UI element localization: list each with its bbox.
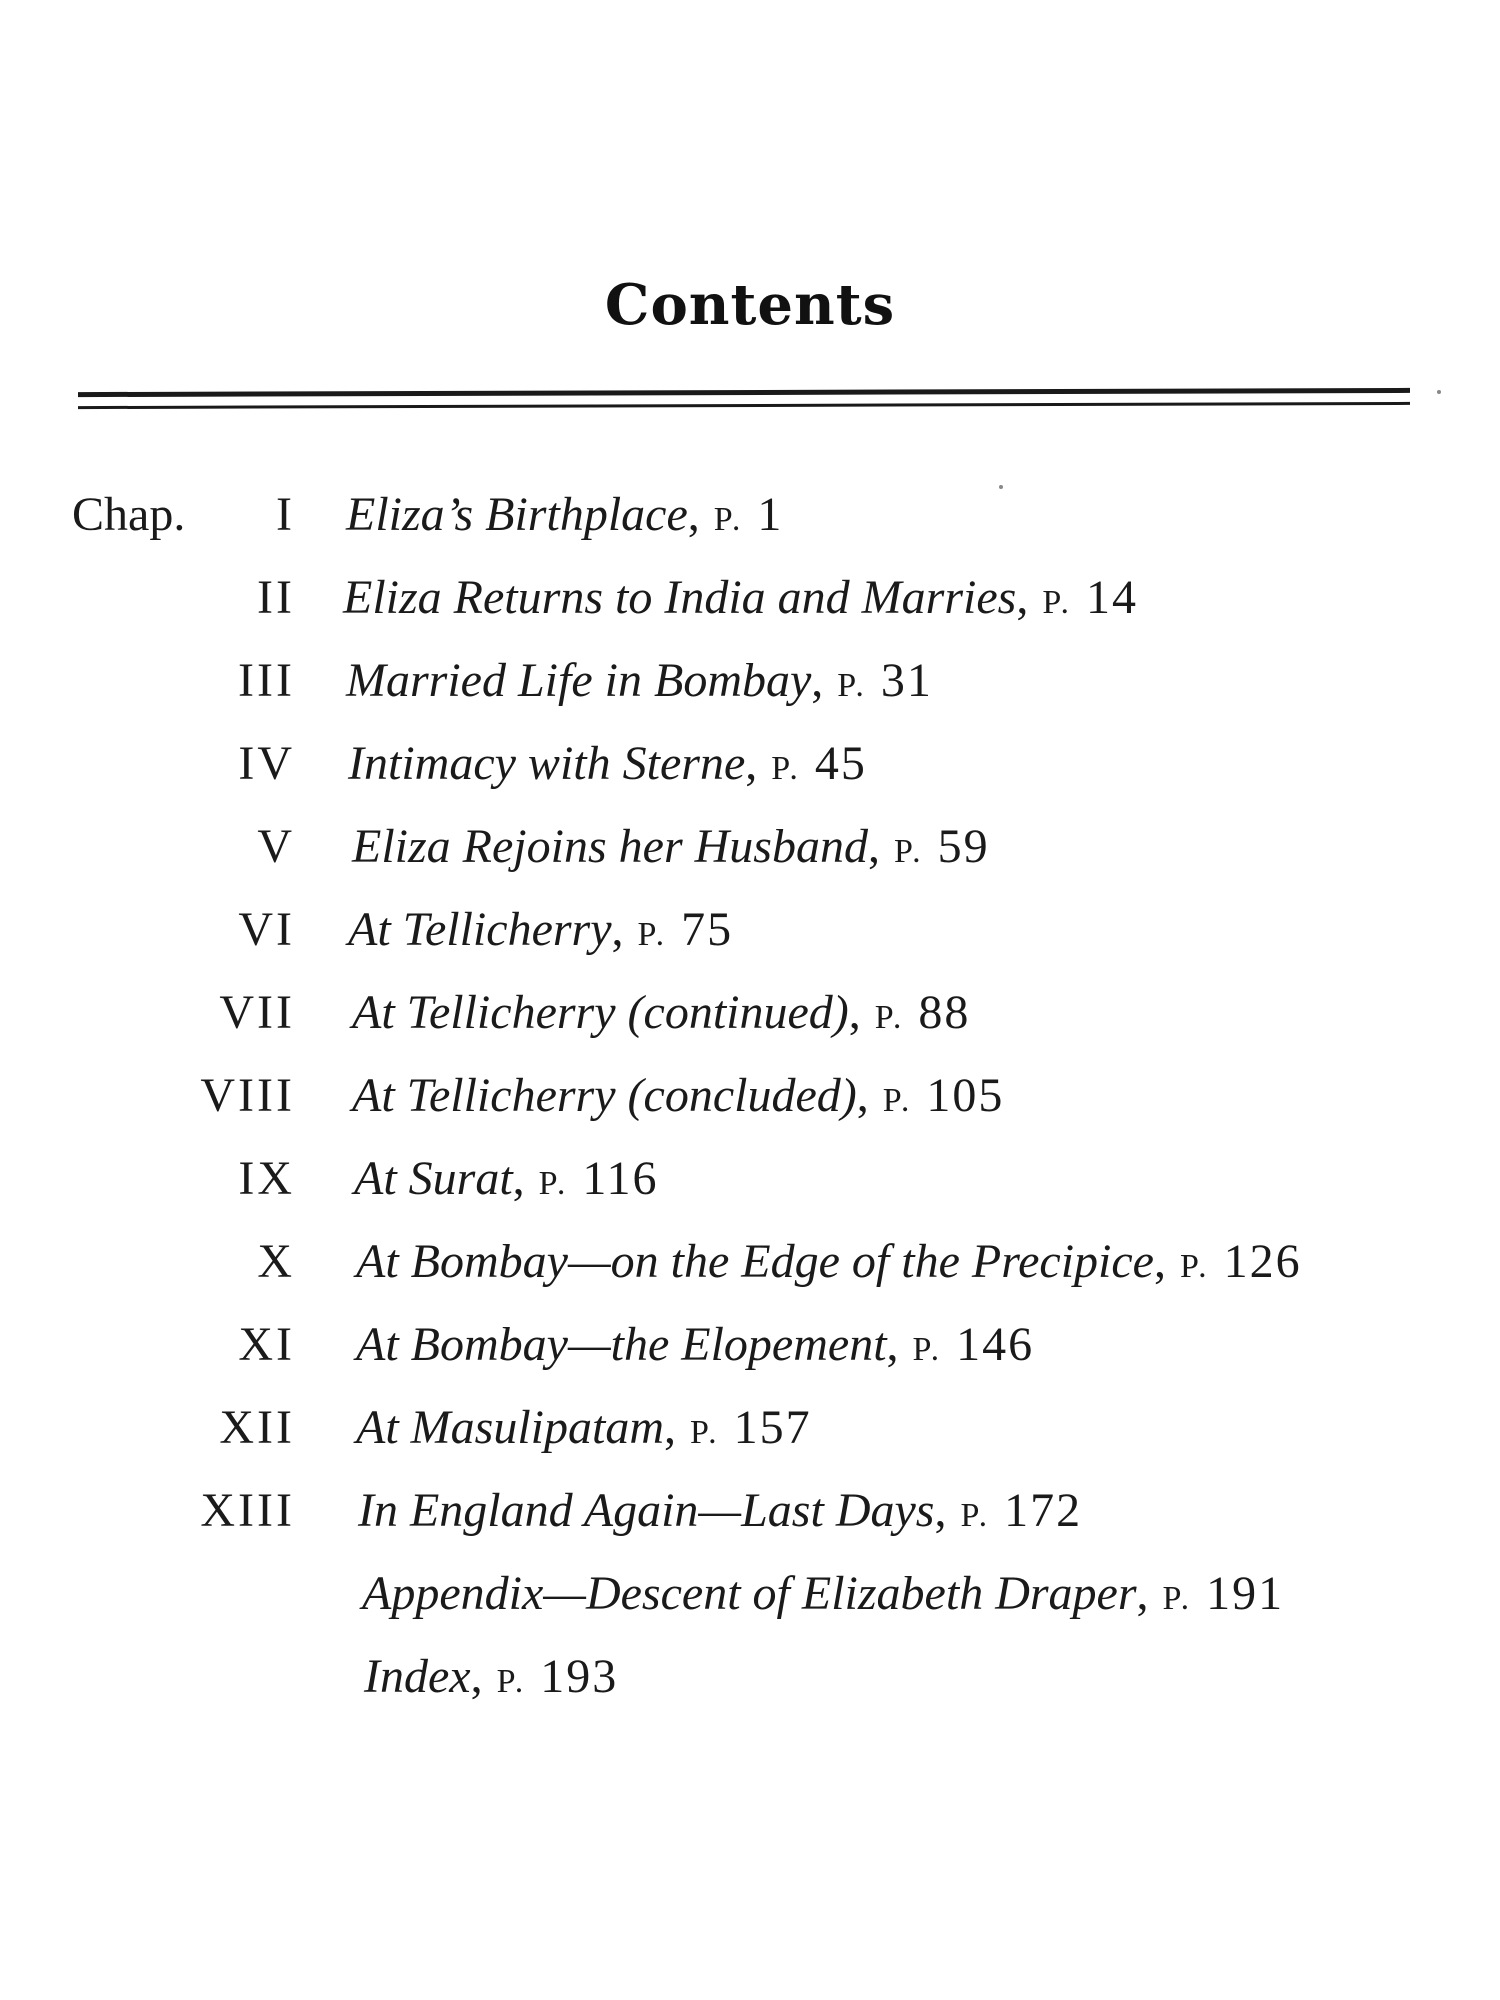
page-number: 126 [1223, 1235, 1302, 1288]
chapter-title: Eliza Rejoins her Husband [352, 820, 868, 873]
page-number: 75 [681, 903, 734, 956]
toc-entry [0, 1061, 1500, 1131]
page-number: 88 [918, 986, 971, 1039]
toc-entry [0, 563, 1500, 633]
separator-comma: , [934, 1484, 947, 1537]
page-label: P. [893, 833, 924, 870]
chapter-title: Eliza Returns to India and Marries [343, 571, 1017, 624]
chapter-title: At Tellicherry [348, 903, 612, 956]
chapter-title: Appendix—Descent of Elizabeth Draper [362, 1567, 1137, 1620]
page-number: 116 [582, 1152, 659, 1205]
double-rule-bottom [78, 402, 1410, 409]
toc-entry [0, 1642, 1500, 1712]
page-title: Contents [604, 272, 896, 338]
separator-comma: , [687, 488, 700, 541]
chapter-title: At Bombay—on the Edge of the Precipice [356, 1235, 1154, 1288]
page-label: P. [912, 1331, 943, 1368]
page-reference [1180, 1235, 1302, 1288]
chapter-numeral: I [276, 488, 295, 541]
page-label: P. [1042, 584, 1072, 621]
chapter-numeral: II [257, 571, 295, 624]
page-number: 59 [937, 820, 990, 873]
separator-comma: , [1153, 1235, 1166, 1288]
page-reference [894, 820, 990, 873]
toc-entry-text [352, 812, 990, 887]
chapter-title: At Masulipatam [356, 1401, 664, 1454]
chapter-title: At Tellicherry (concluded) [352, 1069, 857, 1122]
separator-comma: , [512, 1152, 525, 1205]
page-label: P. [874, 999, 905, 1036]
page-number: 14 [1085, 571, 1138, 624]
page-number: 191 [1206, 1567, 1285, 1620]
chapter-numeral: XI [238, 1318, 295, 1371]
chapter-numeral: X [257, 1235, 295, 1288]
page-label: P. [538, 1165, 569, 1202]
page-label: P. [960, 1497, 991, 1534]
page-number: 105 [926, 1069, 1005, 1122]
page-number: 157 [733, 1401, 812, 1454]
toc-entry [0, 1144, 1500, 1214]
page-reference [690, 1401, 812, 1454]
page-number: 172 [1004, 1484, 1083, 1537]
page-reference [539, 1152, 659, 1205]
toc-entry [0, 1227, 1500, 1297]
toc-entry [0, 895, 1500, 965]
page-label: P. [713, 501, 744, 538]
separator-comma: , [745, 737, 758, 790]
toc-entry-text [352, 1061, 1004, 1136]
chapter-numeral: VIII [200, 1069, 295, 1122]
page-number: 31 [880, 654, 933, 707]
toc-entry-text [356, 1393, 812, 1468]
page-reference [913, 1318, 1035, 1371]
separator-comma: , [848, 986, 861, 1039]
page-reference [960, 1484, 1082, 1537]
page-reference [875, 986, 971, 1039]
page-label: P. [496, 1663, 527, 1700]
page-reference [1163, 1567, 1285, 1620]
page-label: P. [637, 916, 668, 953]
chapter-numeral: IV [238, 737, 295, 790]
separator-comma: , [1016, 571, 1029, 624]
toc-entry-text [352, 978, 970, 1053]
toc-entry-text [362, 1559, 1284, 1634]
page-reference [771, 737, 867, 790]
toc-entry [0, 1310, 1500, 1380]
page-number: 146 [956, 1318, 1035, 1371]
toc-entry-text [356, 1310, 1034, 1385]
page-reference [837, 654, 933, 707]
print-speck [1437, 390, 1441, 394]
separator-comma: , [811, 654, 824, 707]
separator-comma: , [867, 820, 880, 873]
separator-comma: , [1136, 1567, 1149, 1620]
toc-entry [0, 978, 1500, 1048]
chapter-title: Eliza’s Birthplace [346, 488, 688, 541]
chapter-numeral: III [238, 654, 295, 707]
page-label: P. [882, 1082, 913, 1119]
chapter-numeral: XII [219, 1401, 295, 1454]
page-label: P. [837, 667, 867, 704]
chapter-title: In England Again—Last Days [358, 1484, 935, 1537]
toc-entry [0, 1476, 1500, 1546]
chapter-numeral: XIII [200, 1484, 295, 1537]
separator-comma: , [470, 1650, 483, 1703]
page-number: 45 [814, 737, 867, 790]
toc-entry-text [348, 729, 867, 804]
chapter-numeral: VI [238, 903, 295, 956]
page-reference [1042, 571, 1138, 624]
toc-entry-text [346, 480, 783, 555]
separator-comma: , [856, 1069, 869, 1122]
page-reference [497, 1650, 619, 1703]
toc-entry [0, 1559, 1500, 1629]
chapter-numeral: IX [238, 1152, 295, 1205]
page-label: P. [1179, 1248, 1210, 1285]
page-reference [714, 488, 784, 541]
separator-comma: , [664, 1401, 676, 1454]
chap-label: Chap. [72, 488, 186, 541]
toc-entry-text [348, 895, 733, 970]
chapter-title: Married Life in Bombay [346, 654, 812, 707]
separator-comma: , [886, 1318, 899, 1371]
page-label: P. [771, 750, 801, 787]
toc-entry-text [356, 1227, 1302, 1302]
toc-entry [0, 480, 1500, 550]
toc-entry [0, 1393, 1500, 1463]
page-label: P. [690, 1414, 720, 1451]
chapter-title: Index [364, 1650, 471, 1703]
toc-entry-text [358, 1476, 1082, 1551]
toc-entry-text [354, 1144, 659, 1219]
toc-entry [0, 729, 1500, 799]
chapter-numeral: VII [219, 986, 295, 1039]
chapter-title: At Tellicherry (continued) [352, 986, 849, 1039]
chapter-title: At Surat [354, 1152, 513, 1205]
toc-entry [0, 646, 1500, 716]
toc-entry [0, 812, 1500, 882]
double-rule-top [78, 388, 1410, 397]
chapter-title: At Bombay—the Elopement [356, 1318, 887, 1371]
page-reference [883, 1069, 1005, 1122]
page-number: 193 [540, 1650, 619, 1703]
separator-comma: , [611, 903, 624, 956]
toc-entry-text [343, 563, 1138, 638]
chapter-title: Intimacy with Sterne [348, 737, 746, 790]
page-reference [638, 903, 734, 956]
chapter-numeral: V [257, 820, 295, 873]
toc-entry-text [364, 1642, 618, 1717]
toc-entry-text [346, 646, 933, 721]
page-number: 1 [757, 488, 784, 541]
page-label: P. [1162, 1580, 1193, 1617]
